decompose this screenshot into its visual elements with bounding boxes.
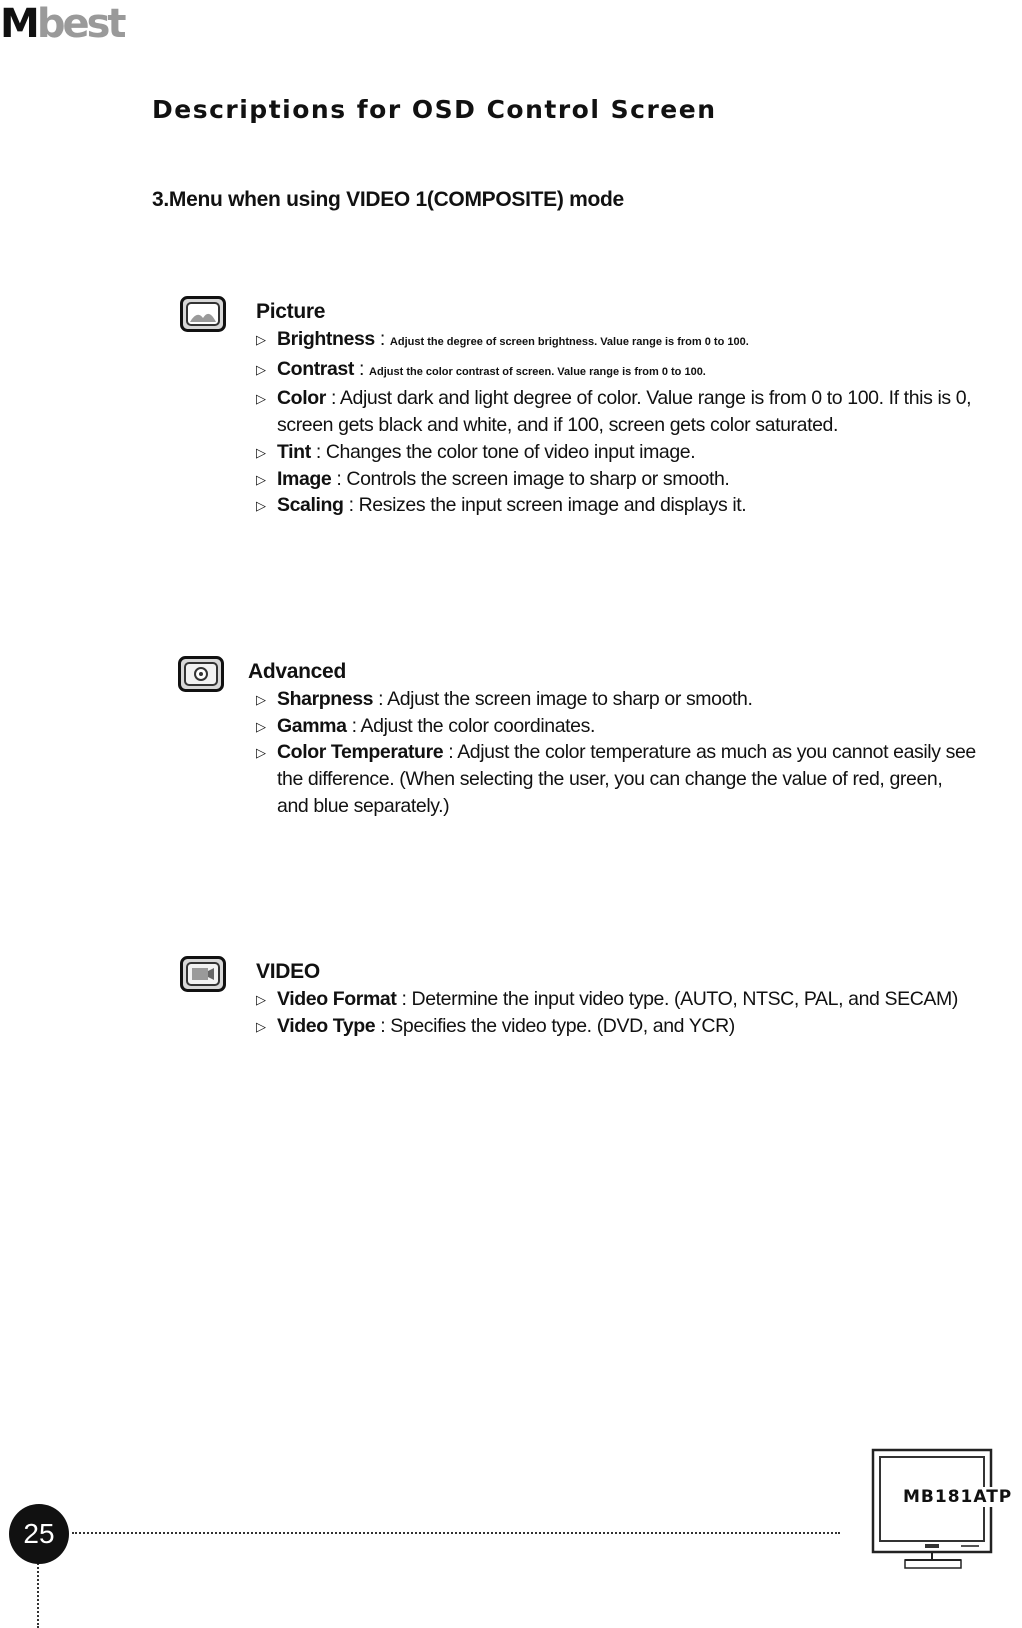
triangle-right-icon: ▷ — [256, 692, 266, 707]
item-name: Gamma — [277, 714, 347, 737]
list-item: ▷ Sharpness : Adjust the screen image to sharp or smooth. — [256, 686, 976, 713]
list-item: ▷ Brightness : Adjust the degree of screen brightness. Value range is from 0 to 100. — [256, 326, 976, 356]
brand-logo — [0, 2, 124, 46]
triangle-right-icon: ▷ — [256, 718, 266, 734]
list-item: ▷ Contrast : Adjust the color contrast of screen. Value range is from 0 to 100. — [256, 356, 976, 386]
section-title: Picture — [256, 300, 326, 323]
item-name: Video Format — [277, 988, 397, 1010]
item-description: Adjust the color temperature as much as you cannot easily see the difference. (When selecting the user, you can change the value of red, green, and blue separately.) — [277, 741, 976, 817]
item-name: Scaling — [277, 494, 344, 517]
item-list — [256, 986, 976, 1039]
page-title: Descriptions for OSD Control Screen — [152, 95, 717, 124]
list-item: ▷ Color : Adjust dark and light degree of color. Value range is from 0 to 100. If this is 0, screen gets black and white, and if 100, screen gets color saturated. — [256, 387, 972, 437]
item-name: Sharpness — [277, 688, 374, 710]
monitor-picture-icon — [180, 296, 226, 332]
page-number: 25 — [9, 1504, 69, 1564]
item-description: Adjust the degree of screen brightness. Value range is from 0 to 100. — [389, 336, 749, 348]
item-name: Color — [277, 387, 326, 410]
item-description: Determine the input video type. (AUTO, NTSC, PAL, and SECAM) — [411, 988, 958, 1010]
triangle-right-icon: ▷ — [256, 992, 266, 1007]
section-title: Advanced — [248, 660, 346, 683]
triangle-right-icon: ▷ — [256, 332, 266, 347]
item-name: Tint — [277, 440, 311, 463]
item-description: Changes the color tone of video input image. — [325, 440, 696, 463]
section-title: VIDEO — [256, 960, 320, 983]
item-name: Color Temperature — [277, 741, 444, 764]
model-label: MB181ATP — [903, 1487, 1013, 1507]
triangle-right-icon: ▷ — [256, 745, 266, 761]
item-description: Adjust the screen image to sharp or smooth. — [387, 688, 753, 710]
item-list — [256, 326, 976, 519]
list-item: ▷ Gamma : Adjust the color coordinates. — [256, 713, 976, 740]
item-list — [256, 686, 976, 820]
page-subtitle: 3.Menu when using VIDEO 1(COMPOSITE) mode — [152, 188, 624, 211]
item-name: Video Type — [277, 1014, 376, 1037]
list-item: ▷ Tint : Changes the color tone of video input image. — [256, 439, 976, 466]
monitor-advanced-icon — [178, 656, 224, 692]
item-name: Brightness — [277, 328, 375, 350]
triangle-right-icon: ▷ — [256, 391, 266, 407]
monitor-video-icon — [180, 956, 226, 992]
list-item: ▷ Video Format : Determine the input video type. (AUTO, NTSC, PAL, and SECAM) — [256, 986, 976, 1013]
list-item: ▷ Color Temperature : Adjust the color temperature as much as you cannot easily see the difference. (When selecting the user, you can change the value of red, green, and blue separately.) — [256, 741, 976, 817]
item-description: Adjust dark and light degree of color. Value range is from 0 to 100. If this is 0, screen gets black and white, and if 100, screen gets color saturated. — [277, 387, 972, 437]
triangle-right-icon: ▷ — [256, 1018, 266, 1034]
item-description: Adjust the color contrast of screen. Value range is from 0 to 100. — [369, 365, 706, 378]
item-name: Contrast — [277, 357, 354, 380]
logo-initial: M — [0, 1, 37, 47]
triangle-right-icon: ▷ — [256, 361, 266, 377]
item-description: Resizes the input screen image and displays it. — [358, 494, 747, 517]
triangle-right-icon: ▷ — [256, 498, 266, 514]
triangle-right-icon: ▷ — [256, 471, 266, 487]
monitor-illustration-icon — [871, 1448, 993, 1570]
list-item: ▷ Image : Controls the screen image to sharp or smooth. — [256, 466, 976, 493]
list-item: ▷ Scaling : Resizes the input screen image and displays it. — [256, 492, 976, 519]
item-description: Controls the screen image to sharp or smooth. — [346, 467, 730, 490]
footer-divider — [72, 1532, 840, 1534]
list-item: ▷ Video Type : Specifies the video type. (DVD, and YCR) — [256, 1013, 976, 1040]
triangle-right-icon: ▷ — [256, 444, 266, 460]
logo-rest: best — [36, 1, 124, 47]
item-description: Adjust the color coordinates. — [360, 714, 595, 737]
item-description: Specifies the video type. (DVD, and YCR) — [390, 1014, 735, 1037]
item-name: Image — [277, 467, 332, 490]
